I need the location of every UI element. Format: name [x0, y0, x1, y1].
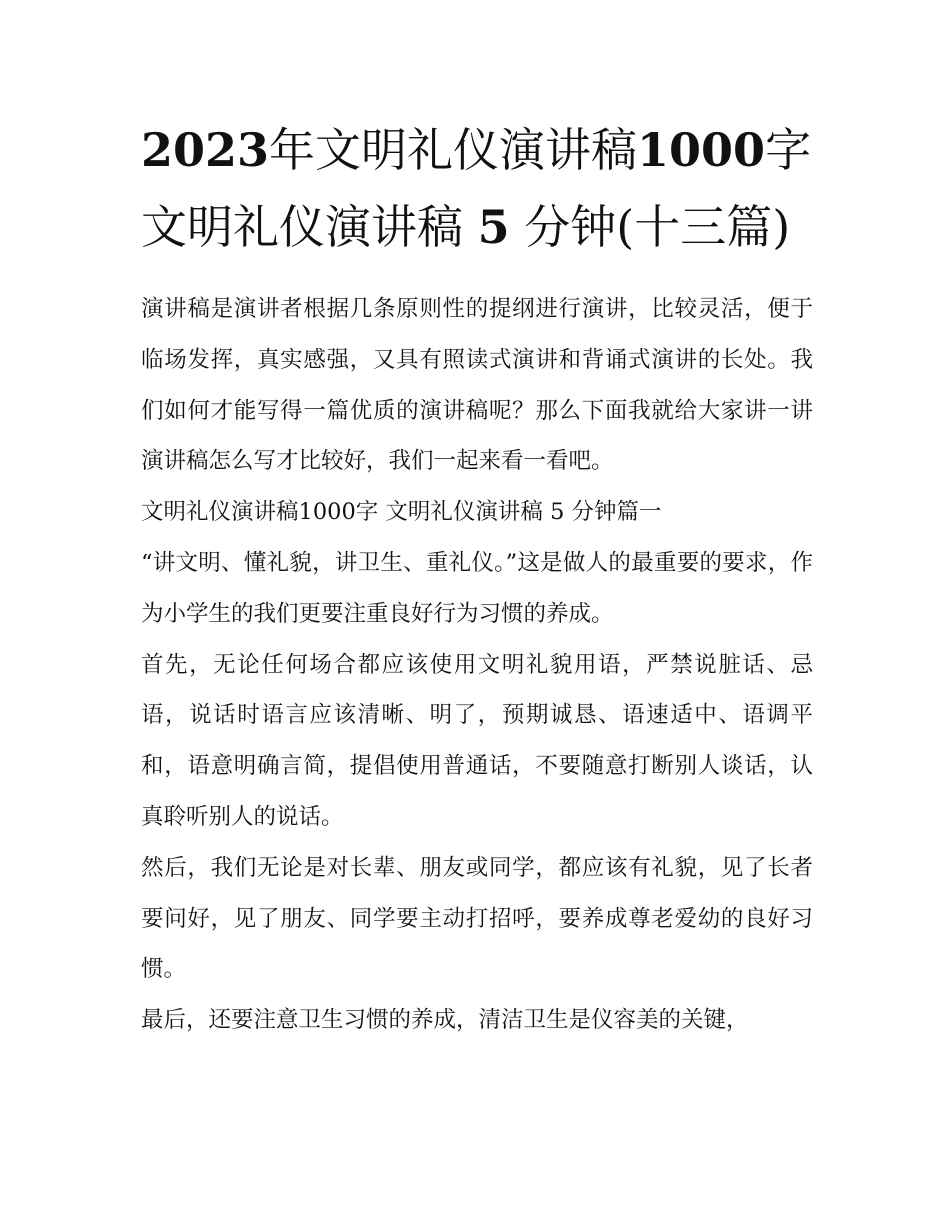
document-body	[141, 284, 813, 1046]
title-part-year: 2023	[141, 123, 270, 177]
title-part-subtitle: 字 文明礼仪演讲稿	[141, 123, 812, 254]
title-part-minutes: 5	[477, 200, 510, 254]
document-title	[141, 112, 813, 266]
title-part-wordcount: 1000	[637, 123, 766, 177]
body-paragraph: 然后，我们无论是对长辈、朋友或同学，都应该有礼貌，见了长者要问好，见了朋友、同学要主动打招呼，要养成尊老爱幼的良好习惯。	[141, 854, 813, 983]
title-part-topic: 年文明礼仪演讲稿	[269, 123, 638, 177]
body-paragraph: 最后，还要注意卫生习惯的养成，清洁卫生是仪容美的关键，	[141, 1007, 749, 1034]
document-page	[141, 112, 813, 1046]
intro-paragraph: 演讲稿是演讲者根据几条原则性的提纲进行演讲，比较灵活，便于临场发挥，真实感强，又具有照读式演讲和背诵式演讲的长处。我们如何才能写得一篇优质的演讲稿呢？那么下面我就给大家讲一讲演讲稿怎么写才比较好，我们一起来看一看吧。	[141, 296, 813, 475]
title-part-suffix: 分钟(十三篇)	[509, 200, 791, 254]
section-heading: 文明礼仪演讲稿1000字 文明礼仪演讲稿 5 分钟篇一	[141, 499, 662, 526]
body-paragraph: 首先，无论任何场合都应该使用文明礼貌用语，严禁说脏话、忌语，说话时语言应该清晰、明了，预期诚恳、语速适中、语调平和，语意明确言简，提倡使用普通话，不要随意打断别人谈话，认真聆听别人的说话。	[141, 651, 813, 830]
body-paragraph: “讲文明、懂礼貌，讲卫生、重礼仪。”这是做人的最重要的要求，作为小学生的我们更要注重良好行为习惯的养成。	[141, 549, 813, 627]
